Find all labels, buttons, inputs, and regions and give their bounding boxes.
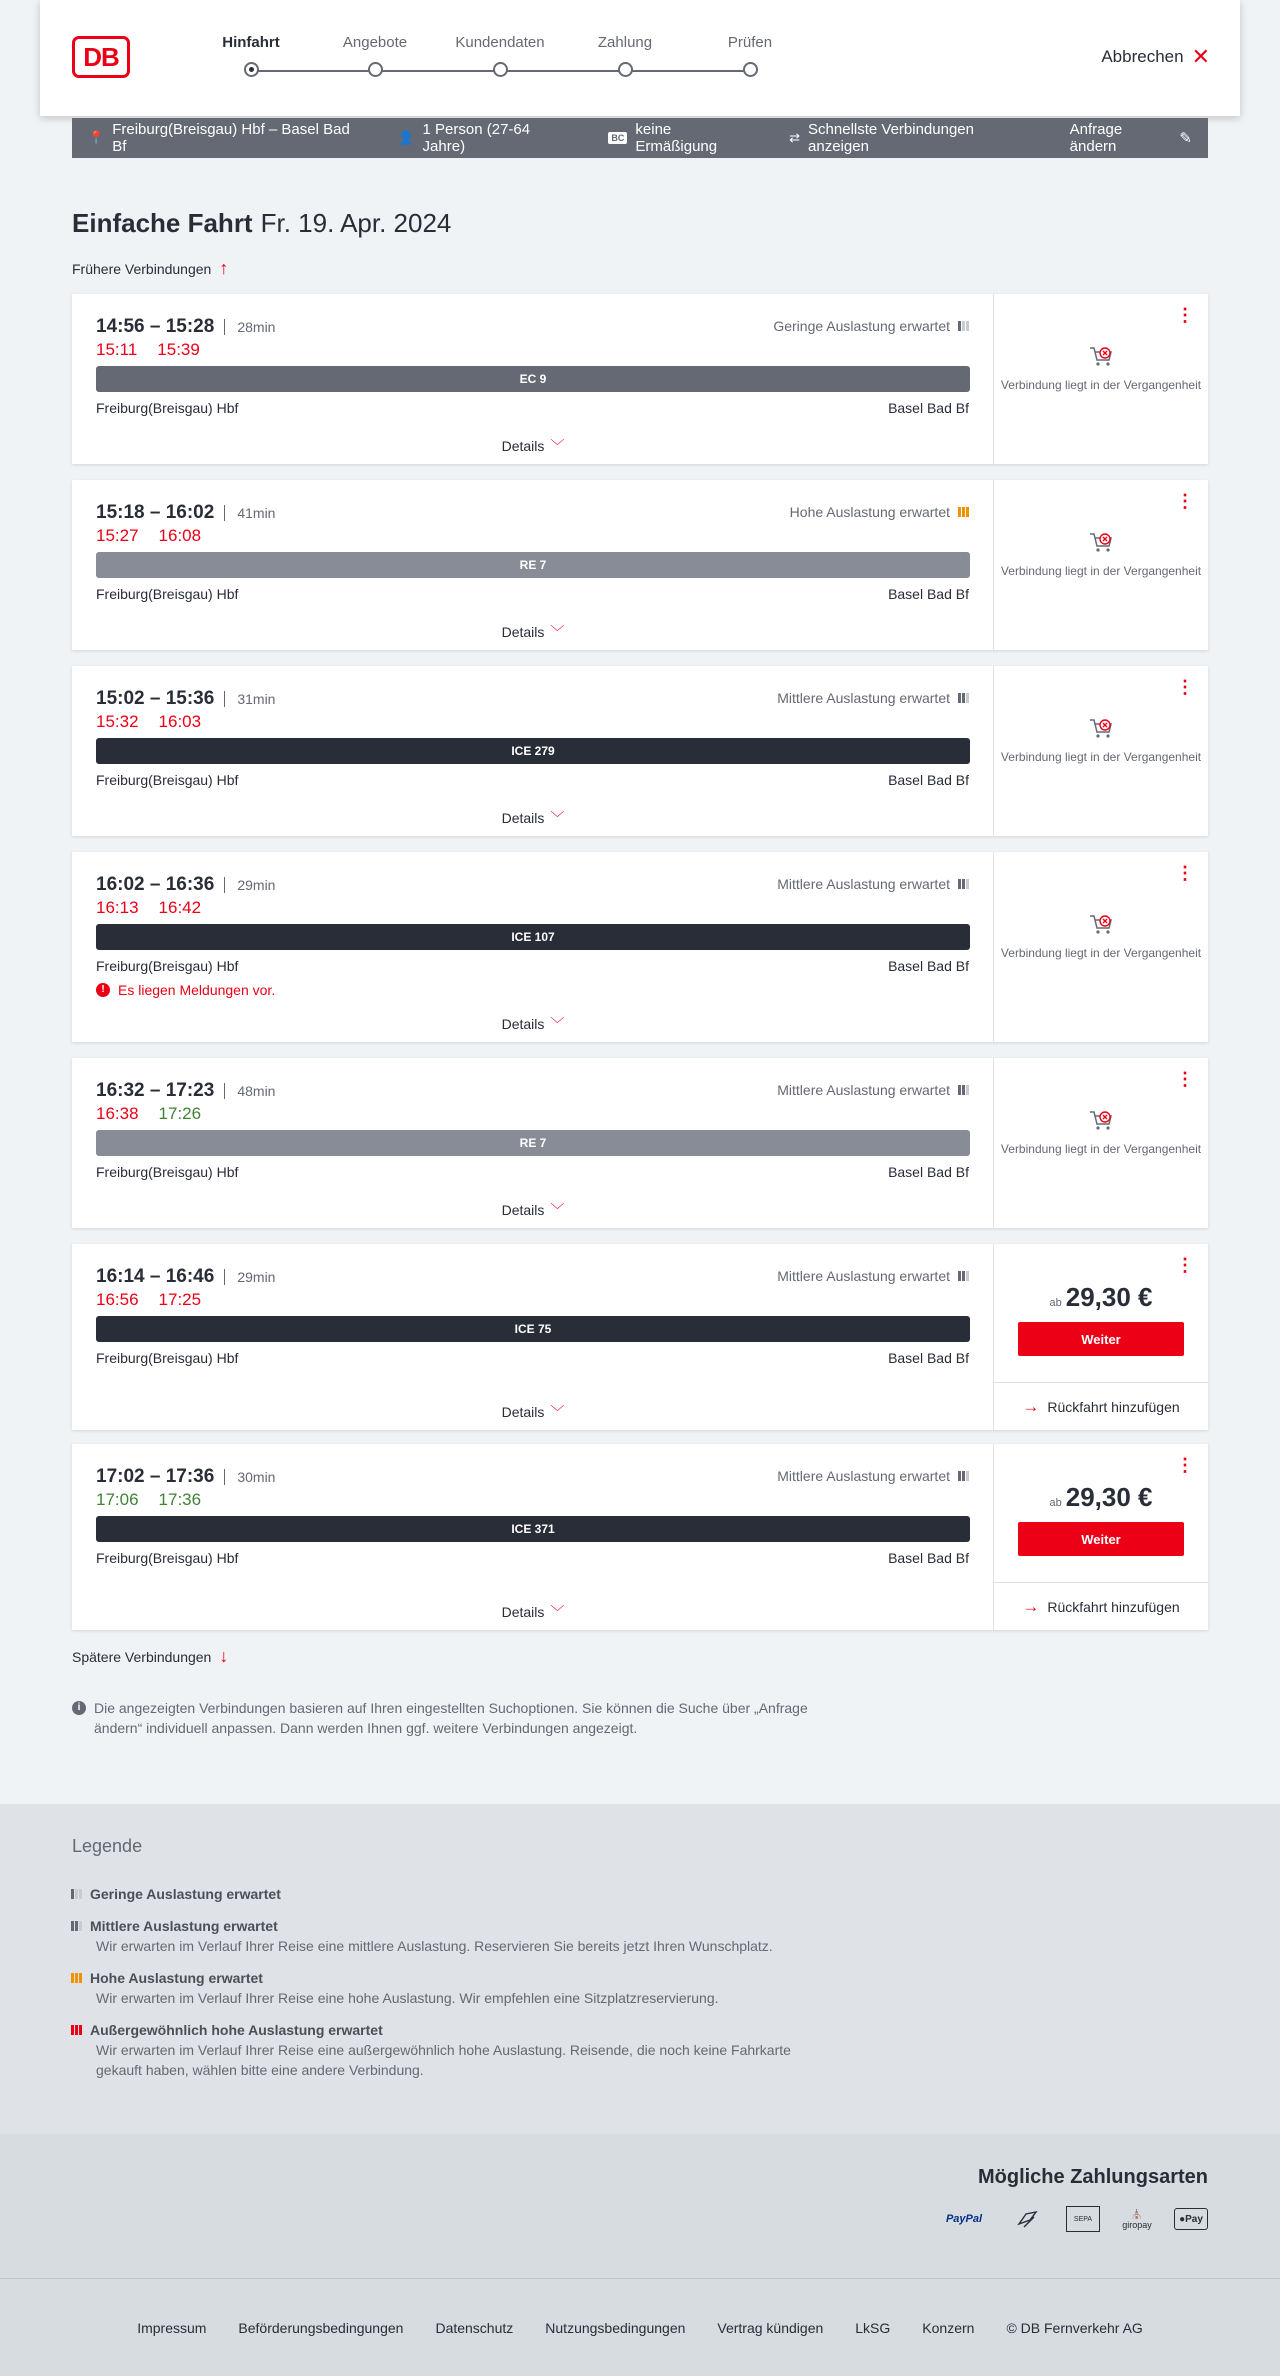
chevron-down-icon: ﹀ — [550, 810, 565, 826]
realtime-arrival: 15:39 — [157, 340, 200, 359]
duration: 41min — [224, 505, 275, 521]
search-info-note — [72, 1698, 852, 1738]
departure-station: Freiburg(Breisgau) Hbf — [96, 958, 239, 974]
departure-station: Freiburg(Breisgau) Hbf — [96, 400, 239, 416]
realtime-departure: 16:38 — [96, 1104, 139, 1123]
giropay-icon — [1120, 2206, 1154, 2232]
legend-item — [72, 1884, 832, 1904]
legend-item-title — [71, 1968, 832, 1988]
later-label: Spätere Verbindungen — [72, 1648, 212, 1665]
occupancy-indicator — [777, 1468, 969, 1484]
persons-text: 1 Person (27-64 Jahre) — [422, 121, 531, 155]
earlier-connections-link[interactable] — [72, 258, 228, 279]
header — [0, 0, 1280, 116]
realtime-times — [96, 1490, 221, 1510]
message-text: Es liegen Meldungen vor. — [118, 982, 276, 998]
occupancy-level-icon — [71, 2025, 82, 2035]
cart-unavailable-icon — [1088, 1109, 1114, 1131]
train-badge[interactable]: ICE 107 — [96, 924, 970, 950]
footer — [0, 2278, 1280, 2376]
occupancy-level-icon — [71, 1973, 82, 1983]
arrival-station: Basel Bad Bf — [888, 1350, 969, 1366]
discount-text: keine Ermäßigung — [635, 121, 718, 155]
step-hinfahrt[interactable] — [191, 34, 311, 51]
price-value: 29,30 € — [1065, 1482, 1153, 1512]
scheduled-times — [96, 502, 275, 524]
duration: 28min — [224, 319, 275, 335]
offer-panel — [994, 1244, 1208, 1430]
chevron-down-icon: ﹀ — [550, 1604, 565, 1620]
past-connection-note — [994, 913, 1208, 961]
past-label: Verbindung liegt in der Vergangenheit — [1000, 564, 1202, 578]
apple-pay-label: Pay — [1185, 2213, 1203, 2225]
bahncard-icon: BC — [608, 132, 627, 144]
chevron-down-icon: ﹀ — [550, 1404, 565, 1420]
connection-info — [72, 1058, 994, 1228]
occupancy-icon — [958, 693, 969, 703]
info-text: Die angezeigten Verbindungen basieren auf Ihren eingestellten Suchoptionen. Sie können die Suche über „Anfrage ändern“ individuell anpassen. Dann werden Ihnen ggf. weitere Verbindungen angezeigt. — [94, 1700, 808, 1736]
realtime-arrival: 16:03 — [158, 712, 202, 731]
realtime-arrival: 17:36 — [158, 1490, 202, 1509]
realtime-times — [96, 712, 221, 732]
offer-panel — [994, 1444, 1208, 1630]
connection-info — [72, 852, 994, 1042]
progress-steps — [210, 0, 773, 116]
person-icon: 👤 — [398, 130, 415, 145]
departure-station: Freiburg(Breisgau) Hbf — [96, 1164, 239, 1180]
duration: 29min — [224, 1269, 275, 1285]
past-connection-note — [994, 717, 1208, 765]
sepa-icon: SEPA — [1066, 2206, 1100, 2232]
occupancy-indicator — [773, 318, 969, 334]
details-toggle[interactable] — [72, 1014, 994, 1034]
realtime-arrival: 17:25 — [158, 1290, 202, 1309]
giropay-symbol: ⛪ — [1131, 2208, 1143, 2219]
departure-station: Freiburg(Breisgau) Hbf — [96, 772, 239, 788]
arrival-station: Basel Bad Bf — [888, 958, 969, 974]
connection-card — [72, 294, 1208, 464]
continue-button[interactable]: Weiter — [1018, 1322, 1184, 1356]
chevron-down-icon: ﹀ — [550, 1202, 565, 1218]
step-angebote[interactable] — [315, 34, 435, 51]
occupancy-text: Mittlere Auslastung erwartet — [777, 690, 950, 706]
legend-item-title — [71, 1916, 832, 1936]
more-options-icon[interactable]: ⋮ — [1176, 305, 1194, 325]
header-panel — [40, 0, 1240, 116]
step-zahlung[interactable] — [565, 34, 685, 51]
realtime-times — [96, 1290, 221, 1310]
legend-item-label: Mittlere Auslastung erwartet — [90, 1918, 278, 1934]
details-toggle[interactable] — [72, 1402, 994, 1422]
apple-pay-icon — [1174, 2208, 1208, 2230]
details-toggle[interactable] — [72, 1602, 994, 1622]
footer-link-impressum[interactable]: Impressum — [137, 2319, 207, 2336]
duration: 30min — [224, 1469, 275, 1485]
return-trip-label: Rückfahrt hinzufügen — [1047, 1598, 1180, 1615]
duration: 48min — [224, 1083, 275, 1099]
details-label: Details — [501, 1404, 545, 1420]
occupancy-text: Hohe Auslastung erwartet — [789, 504, 950, 520]
duration: 31min — [224, 691, 275, 707]
occupancy-text: Mittlere Auslastung erwartet — [777, 1268, 950, 1284]
legend-item-label: Hohe Auslastung erwartet — [90, 1970, 263, 1986]
occupancy-text: Mittlere Auslastung erwartet — [777, 1468, 950, 1484]
fastest-summary — [789, 121, 1036, 155]
past-label: Verbindung liegt in der Vergangenheit — [1000, 378, 1202, 392]
legend-item-label: Geringe Auslastung erwartet — [90, 1886, 281, 1902]
past-label: Verbindung liegt in der Vergangenheit — [1000, 946, 1202, 960]
departure-station: Freiburg(Breisgau) Hbf — [96, 1550, 239, 1566]
connection-card — [72, 480, 1208, 650]
change-request-label: Anfrage ändern — [1069, 121, 1123, 155]
duration: 29min — [224, 877, 275, 893]
realtime-departure: 15:32 — [96, 712, 139, 731]
details-toggle[interactable] — [72, 436, 994, 456]
step-label: Prüfen — [727, 34, 773, 51]
apple-logo-icon: ● — [1179, 2213, 1186, 2225]
more-options-icon[interactable]: ⋮ — [1176, 491, 1194, 511]
legend-item-title — [71, 1884, 832, 1904]
connection-info — [72, 294, 994, 464]
offer-panel — [994, 294, 1208, 464]
more-options-icon[interactable]: ⋮ — [1176, 1455, 1194, 1475]
train-badge[interactable]: ICE 371 — [96, 1516, 970, 1542]
occupancy-level-icon — [71, 1921, 82, 1931]
arrival-station: Basel Bad Bf — [888, 586, 969, 602]
arrow-right-icon: → — [1022, 1596, 1040, 1616]
legend-item-desc: Wir erwarten im Verlauf Ihrer Reise eine hohe Auslastung. Wir empfehlen eine Sitzplatzreservierung. — [96, 1990, 719, 2006]
train-badge[interactable]: ICE 75 — [96, 1316, 970, 1342]
occupancy-icon — [958, 1271, 969, 1281]
times-text: 17:02 – 17:36 — [96, 1466, 215, 1487]
arrow-up-icon: ↑ — [219, 258, 229, 278]
legend-item — [72, 2020, 832, 2080]
connection-card — [72, 666, 1208, 836]
departure-station: Freiburg(Breisgau) Hbf — [96, 1350, 239, 1366]
cart-unavailable-icon — [1088, 913, 1114, 935]
legend-item-desc: Wir erwarten im Verlauf Ihrer Reise eine außergewöhnlich hohe Auslastung. Reisende, die noch keine Fahrkarte gekauft haben, wählen bitte eine andere Verbindung. — [96, 2042, 791, 2078]
fastest-text: Schnellste Verbindungen anzeigen — [808, 121, 974, 155]
details-toggle[interactable] — [72, 1200, 994, 1220]
occupancy-icon — [958, 507, 969, 517]
connection-info — [72, 1444, 994, 1630]
step-label: Zahlung — [597, 34, 653, 51]
cart-unavailable-icon — [1088, 531, 1114, 553]
legend-item — [72, 1916, 832, 1956]
details-toggle[interactable] — [72, 808, 994, 828]
info-icon: i — [72, 1701, 86, 1715]
realtime-times — [96, 340, 220, 360]
footer-link-vertrag[interactable]: Vertrag kündigen — [717, 2319, 824, 2336]
chevron-down-icon: ﹀ — [550, 438, 565, 454]
payment-title: Mögliche Zahlungsarten — [977, 2166, 1208, 2188]
step-label: Hinfahrt — [222, 34, 280, 51]
legend-item-title — [71, 2020, 832, 2040]
scheduled-times — [96, 1466, 275, 1488]
connection-card — [72, 1058, 1208, 1228]
continue-button[interactable]: Weiter — [1018, 1522, 1184, 1556]
occupancy-level-icon — [71, 1889, 82, 1899]
trip-date: Fr. 19. Apr. 2024 — [260, 208, 452, 238]
realtime-arrival: 16:42 — [158, 898, 202, 917]
step-dot — [493, 62, 508, 77]
add-return-trip-button[interactable] — [994, 1382, 1208, 1430]
paypal-icon: PayPal — [945, 2213, 983, 2225]
giropay-label: giropay — [1122, 2219, 1152, 2230]
offer-panel — [994, 852, 1208, 1042]
scheduled-times — [96, 1080, 275, 1102]
footer-link-befoerderung[interactable]: Beförderungsbedingungen — [238, 2319, 404, 2336]
occupancy-text: Mittlere Auslastung erwartet — [777, 876, 950, 892]
swap-arrows-icon: ⇄ — [789, 130, 801, 145]
occupancy-icon — [958, 1085, 969, 1095]
search-summary-bar — [72, 118, 1208, 158]
departure-station: Freiburg(Breisgau) Hbf — [96, 586, 239, 602]
db-logo[interactable]: DB — [72, 36, 130, 78]
times-text: 15:18 – 16:02 — [96, 502, 215, 523]
step-label: Kundendaten — [455, 34, 545, 51]
train-badge[interactable]: ICE 279 — [96, 738, 970, 764]
trip-type: Einfache Fahrt — [72, 208, 253, 238]
offer-panel — [994, 1058, 1208, 1228]
times-text: 16:14 – 16:46 — [96, 1266, 215, 1287]
occupancy-icon — [958, 879, 969, 889]
footer-link-lksg[interactable]: LkSG — [855, 2319, 891, 2336]
offer-panel — [994, 666, 1208, 836]
occupancy-indicator — [777, 690, 969, 706]
price-prefix: ab — [1049, 1497, 1062, 1509]
message-alert — [96, 982, 275, 998]
payment-icons — [936, 2206, 1208, 2232]
realtime-times — [96, 526, 221, 546]
arrival-station: Basel Bad Bf — [888, 400, 969, 416]
legend-title: Legende — [72, 1836, 143, 1856]
realtime-departure: 16:13 — [96, 898, 139, 917]
occupancy-text: Geringe Auslastung erwartet — [773, 318, 950, 334]
change-request-button[interactable] — [1070, 121, 1192, 155]
price-value: 29,30 € — [1065, 1282, 1153, 1312]
cart-unavailable-icon — [1088, 345, 1114, 367]
price-prefix: ab — [1049, 1297, 1062, 1309]
more-options-icon[interactable]: ⋮ — [1176, 863, 1194, 883]
past-label: Verbindung liegt in der Vergangenheit — [1000, 750, 1202, 764]
realtime-departure: 16:56 — [96, 1290, 139, 1309]
footer-copyright: © DB Fernverkehr AG — [1006, 2319, 1143, 2336]
connection-info — [72, 1244, 994, 1430]
step-kundendaten[interactable] — [440, 34, 560, 51]
return-trip-label: Rückfahrt hinzufügen — [1047, 1398, 1180, 1415]
card-hand-icon — [1012, 2206, 1046, 2232]
occupancy-indicator — [777, 1082, 969, 1098]
arrow-down-icon: ↓ — [219, 1646, 229, 1666]
realtime-arrival: 17:26 — [158, 1104, 202, 1123]
add-return-trip-button[interactable] — [994, 1582, 1208, 1630]
connection-card — [72, 1444, 1208, 1630]
footer-link-datenschutz[interactable]: Datenschutz — [435, 2319, 514, 2336]
details-label: Details — [501, 1202, 545, 1218]
connection-info — [72, 480, 994, 650]
arrival-station: Basel Bad Bf — [888, 1164, 969, 1180]
more-options-icon[interactable]: ⋮ — [1176, 1069, 1194, 1089]
close-icon: ✕ — [1191, 44, 1210, 69]
times-text: 16:32 – 17:23 — [96, 1080, 215, 1101]
route-text: Freiburg(Breisgau) Hbf – Basel Bad Bf — [112, 121, 350, 155]
details-label: Details — [501, 1016, 545, 1032]
train-badge[interactable]: RE 7 — [96, 1130, 970, 1156]
times-text: 14:56 – 15:28 — [96, 316, 215, 337]
legend-item — [72, 1968, 832, 2008]
details-label: Details — [501, 624, 545, 640]
step-dot — [368, 62, 383, 77]
footer-link-nutzung[interactable]: Nutzungsbedingungen — [545, 2319, 686, 2336]
page-title — [72, 208, 451, 239]
cancel-label: Abbrechen — [1101, 47, 1184, 66]
scheduled-times — [96, 316, 275, 338]
scheduled-times — [96, 1266, 275, 1288]
more-options-icon[interactable]: ⋮ — [1176, 1255, 1194, 1275]
alert-icon: ! — [96, 983, 110, 997]
step-dot — [618, 62, 633, 77]
arrival-station: Basel Bad Bf — [888, 772, 969, 788]
realtime-times — [96, 898, 221, 918]
connection-info — [72, 666, 994, 836]
discount-summary — [608, 121, 755, 155]
cancel-button[interactable] — [1101, 46, 1210, 68]
past-connection-note — [994, 531, 1208, 579]
occupancy-indicator — [790, 504, 969, 520]
occupancy-indicator — [777, 876, 969, 892]
scheduled-times — [96, 874, 275, 896]
occupancy-icon — [958, 321, 969, 331]
details-label: Details — [501, 438, 545, 454]
legend-item-desc: Wir erwarten im Verlauf Ihrer Reise eine mittlere Auslastung. Reservieren Sie bereits jetzt Ihren Wunschplatz. — [96, 1938, 773, 1954]
legend-item-label: Außergewöhnlich hohe Auslastung erwartet — [90, 2022, 383, 2038]
earlier-label: Frühere Verbindungen — [72, 260, 212, 277]
past-label: Verbindung liegt in der Vergangenheit — [1000, 1142, 1202, 1156]
later-connections-link[interactable] — [72, 1646, 228, 1667]
details-toggle[interactable] — [72, 622, 994, 642]
details-label: Details — [501, 810, 545, 826]
realtime-departure: 15:11 — [96, 340, 138, 359]
realtime-arrival: 16:08 — [158, 526, 202, 545]
occupancy-text: Mittlere Auslastung erwartet — [777, 1082, 950, 1098]
details-label: Details — [501, 1604, 545, 1620]
step-label: Angebote — [342, 34, 408, 51]
occupancy-icon — [958, 1471, 969, 1481]
times-text: 16:02 – 16:36 — [96, 874, 215, 895]
past-connection-note — [994, 345, 1208, 393]
chevron-down-icon: ﹀ — [550, 624, 565, 640]
train-badge[interactable]: EC 9 — [96, 366, 970, 392]
step-dot — [244, 62, 259, 77]
step-dot — [743, 62, 758, 77]
location-pin-icon: 📍 — [88, 130, 105, 145]
occupancy-indicator — [777, 1268, 969, 1284]
chevron-down-icon: ﹀ — [550, 1016, 565, 1032]
times-text: 15:02 – 15:36 — [96, 688, 215, 709]
legend-section — [0, 1804, 1280, 2134]
arrival-station: Basel Bad Bf — [888, 1550, 969, 1566]
pencil-icon: ✎ — [1179, 130, 1192, 147]
price — [994, 1282, 1208, 1313]
train-badge[interactable]: RE 7 — [96, 552, 970, 578]
arrow-right-icon: → — [1022, 1396, 1040, 1416]
more-options-icon[interactable]: ⋮ — [1176, 677, 1194, 697]
route-summary — [88, 121, 364, 155]
connection-card — [72, 1244, 1208, 1430]
step-pruefen[interactable] — [690, 34, 810, 51]
persons-summary — [398, 121, 574, 155]
past-connection-note — [994, 1109, 1208, 1157]
cart-unavailable-icon — [1088, 717, 1114, 739]
realtime-departure: 15:27 — [96, 526, 139, 545]
payment-methods-section — [0, 2134, 1280, 2278]
offer-panel — [994, 480, 1208, 650]
connection-card — [72, 852, 1208, 1042]
scheduled-times — [96, 688, 275, 710]
footer-link-konzern[interactable]: Konzern — [922, 2319, 975, 2336]
price — [994, 1482, 1208, 1513]
realtime-times — [96, 1104, 221, 1124]
realtime-departure: 17:06 — [96, 1490, 139, 1509]
